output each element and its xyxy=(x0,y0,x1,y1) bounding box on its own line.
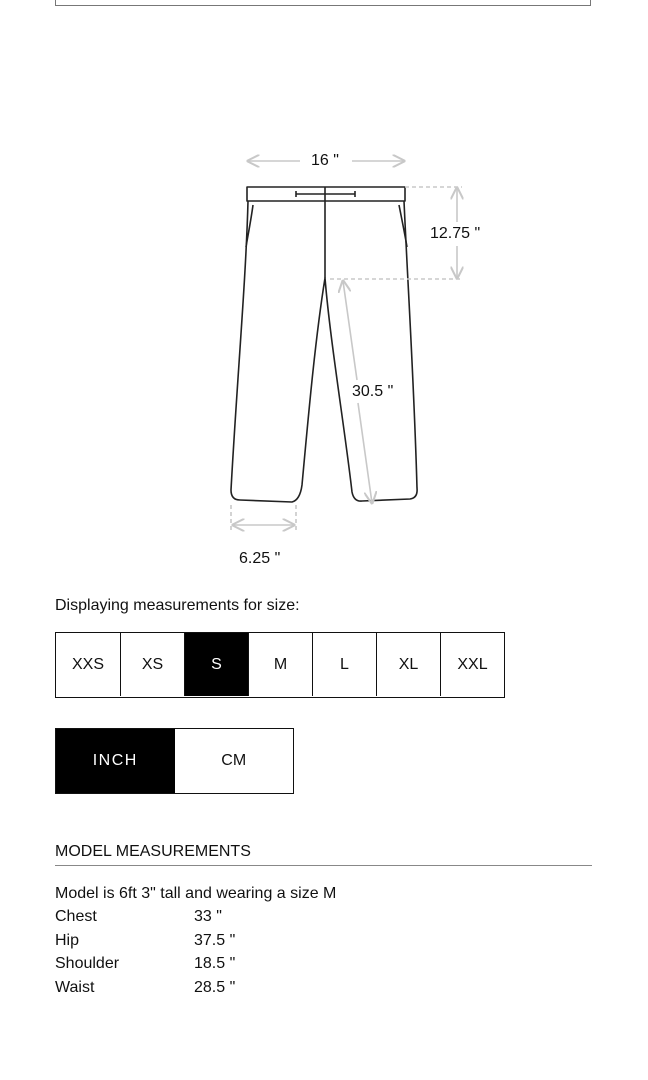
model-measurements-heading: MODEL MEASUREMENTS xyxy=(55,843,592,866)
size-button-xxs[interactable]: XXS xyxy=(56,633,120,696)
measurement-label: Shoulder xyxy=(55,955,120,972)
model-summary: Model is 6ft 3" tall and wearing a size M xyxy=(55,885,337,902)
measurement-label: Waist xyxy=(55,978,95,996)
size-button-xxl[interactable]: XXL xyxy=(440,633,504,696)
measurement-guides xyxy=(231,161,462,530)
leg-opening-label: 6.25 " xyxy=(239,550,281,567)
size-button-l[interactable]: L xyxy=(312,633,376,696)
measurement-row xyxy=(55,955,235,979)
measurement-value: 28.5 " xyxy=(194,978,236,996)
model-measurements-list xyxy=(55,908,235,1002)
measurement-row xyxy=(55,979,235,1003)
size-selector xyxy=(55,632,505,698)
size-button-xs[interactable]: XS xyxy=(120,633,184,696)
unit-button-cm[interactable]: CM xyxy=(175,729,294,793)
size-button-s[interactable]: S xyxy=(184,633,248,696)
pants-outline xyxy=(231,187,417,502)
measurement-value: 33 " xyxy=(194,908,222,925)
rise-label: 12.75 " xyxy=(430,225,481,242)
unit-toggle xyxy=(55,728,294,794)
measurement-row xyxy=(55,932,235,956)
inseam-label: 30.5 " xyxy=(352,383,394,400)
measurement-row xyxy=(55,908,235,932)
size-button-xl[interactable]: XL xyxy=(376,633,440,696)
unit-button-inch[interactable]: INCH xyxy=(56,729,175,793)
measurement-label: Hip xyxy=(55,931,80,949)
size-prompt: Displaying measurements for size: xyxy=(55,597,300,614)
size-button-m[interactable]: M xyxy=(248,633,312,696)
measurement-label: Chest xyxy=(55,908,97,925)
measurement-value: 18.5 " xyxy=(194,955,236,972)
measurement-value: 37.5 " xyxy=(194,931,236,949)
waist-width-label: 16 " xyxy=(311,152,339,169)
